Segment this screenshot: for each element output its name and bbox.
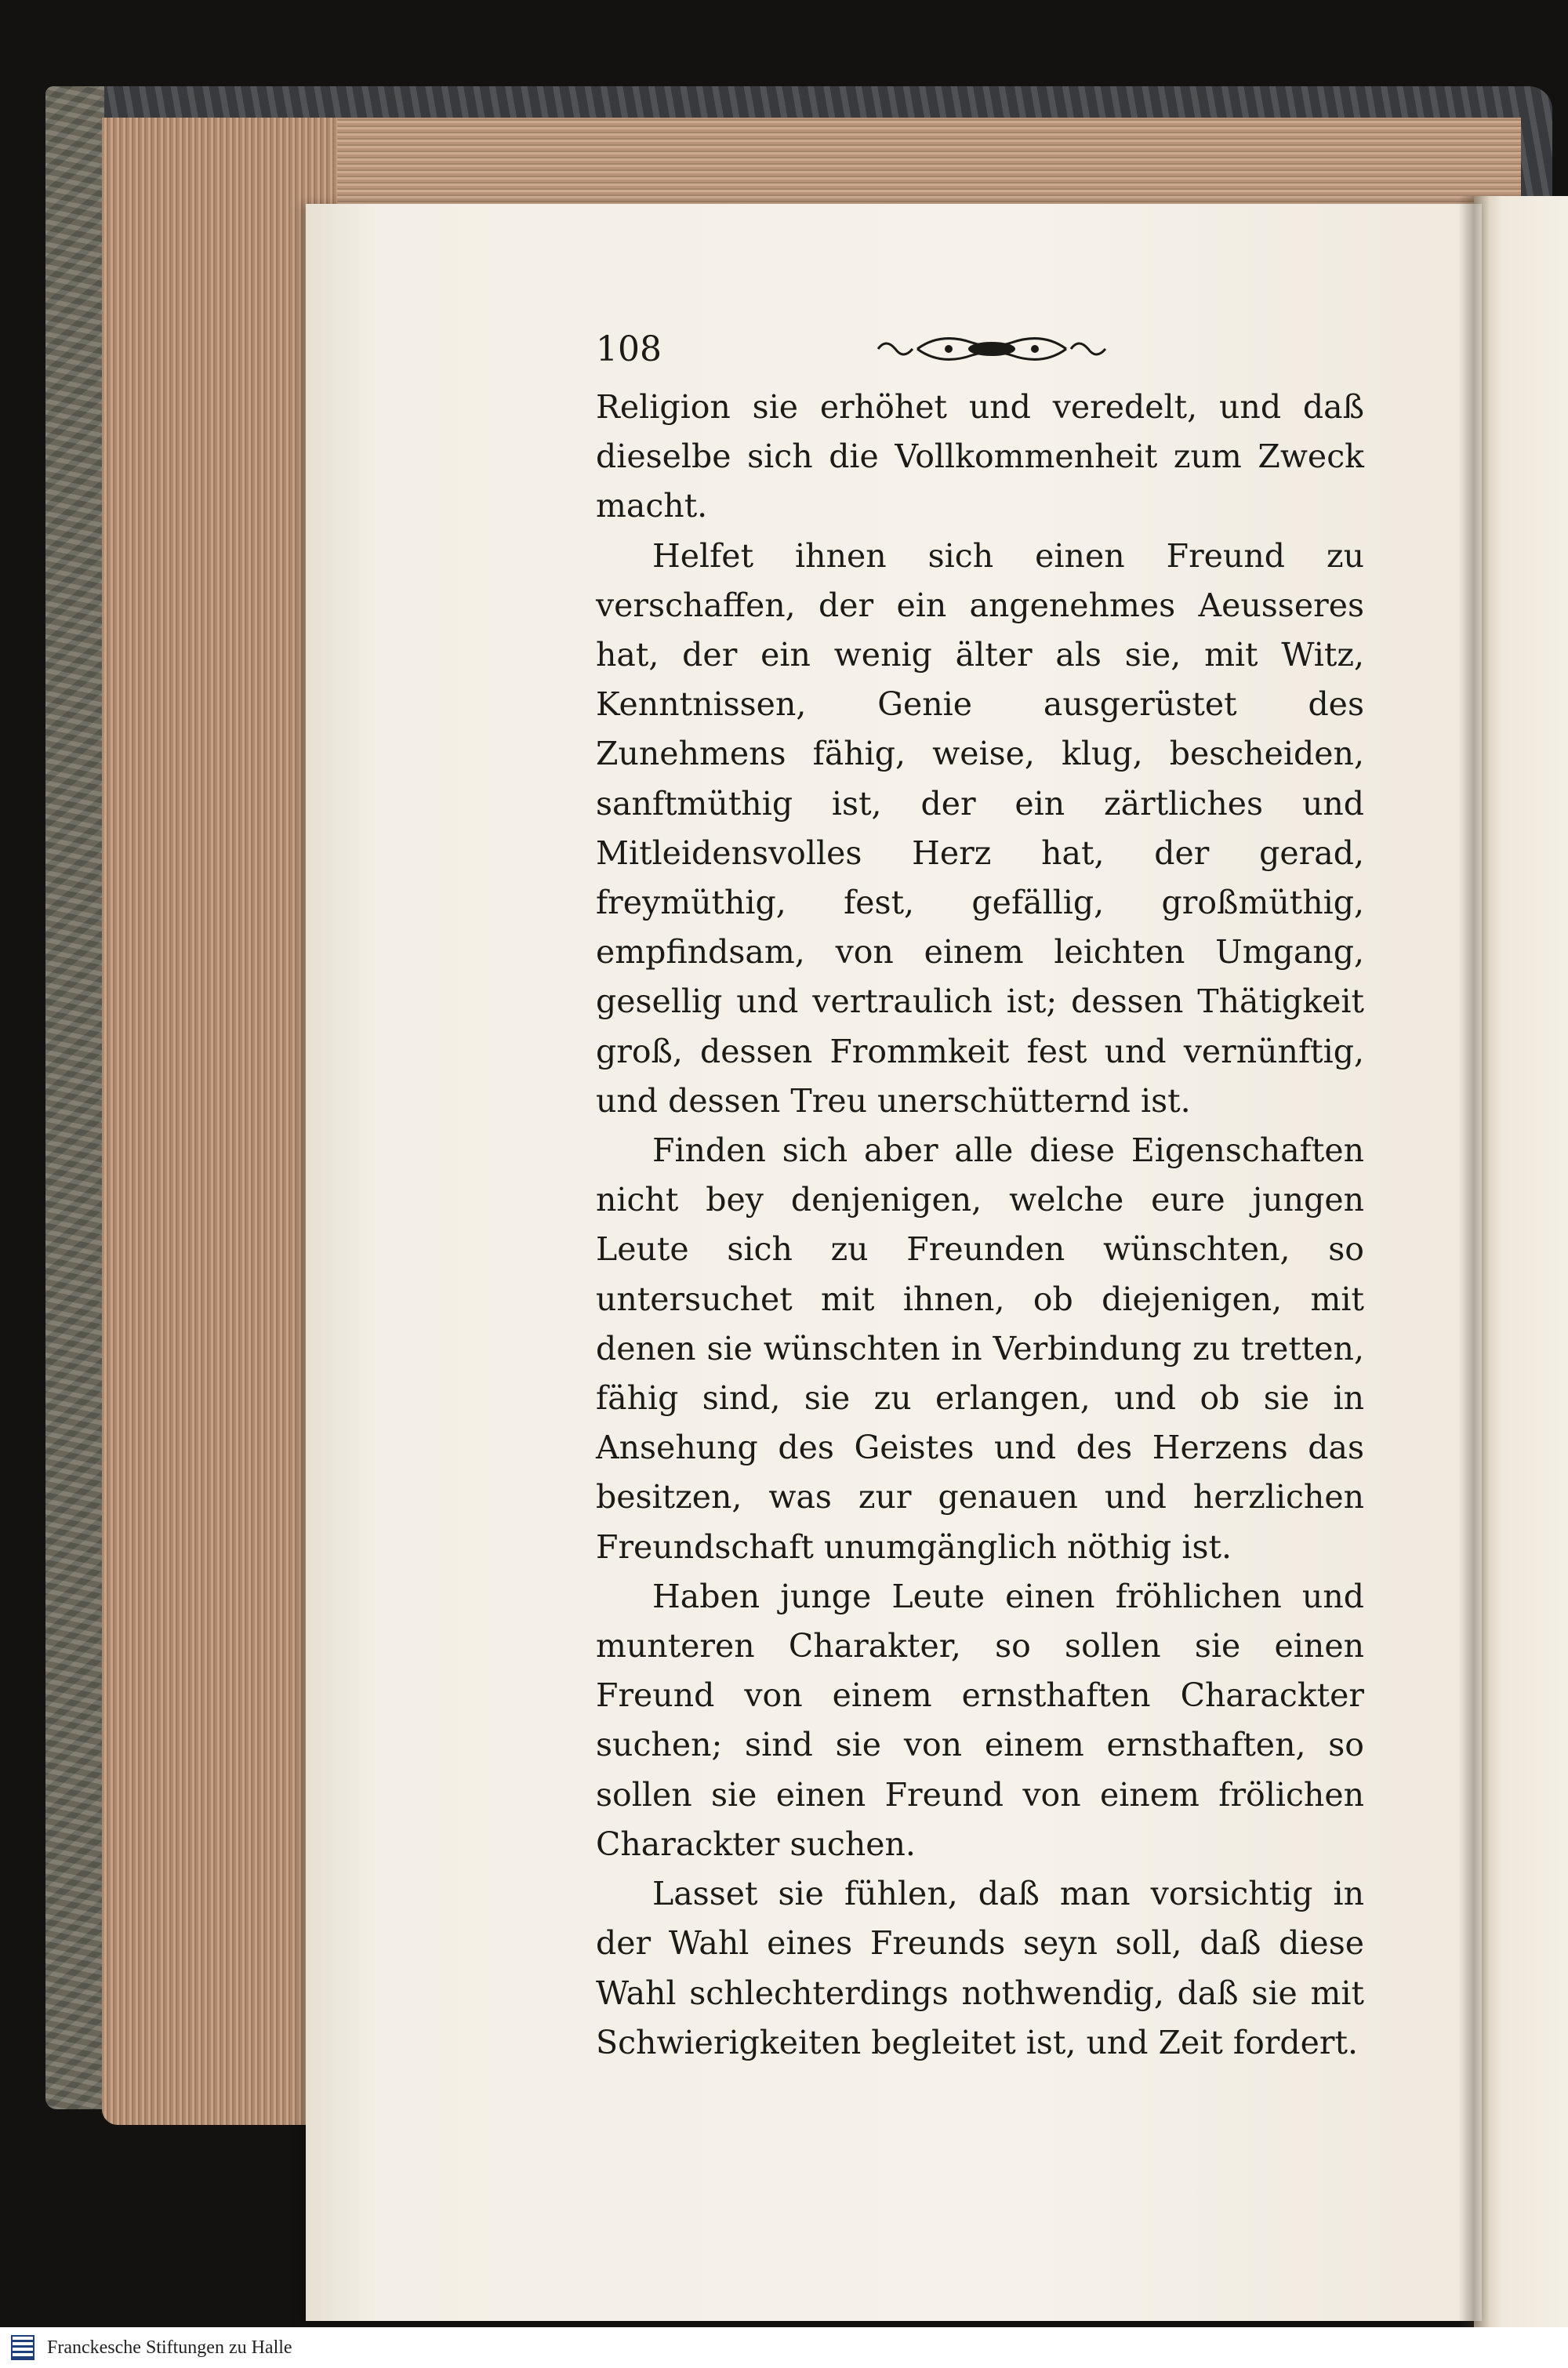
- book-cover-edge: [45, 86, 104, 2109]
- page-block-fore-edge: [102, 118, 337, 2125]
- footer-label: Franckesche Stiftungen zu Halle: [47, 2337, 292, 2358]
- header-ornament-icon: [870, 331, 1113, 367]
- paragraph: Haben junge Leute einen fröhlichen und munteren Charakter, so sollen sie einen Freund von einem ernsthaften Charackter suchen; sind sie von einem ernsthaften, so sollen sie einen Freund von einem frölichen Charackter suchen.: [596, 1577, 1364, 1863]
- institution-logo-icon: [11, 2335, 34, 2360]
- page-body-text: [596, 383, 1364, 2068]
- page-header: [596, 329, 1380, 376]
- paragraph: Religion sie erhöhet und veredelt, und daß dieselbe sich die Vollkommenheit zum Zweck macht.: [596, 388, 1364, 525]
- page-number: 108: [596, 329, 662, 369]
- paragraph: Lasset sie fühlen, daß man vorsichtig in der Wahl eines Freunds seyn soll, daß diese Wahl schlechterdings nothwendig, daß sie mit Schwierigkeiten begleitet ist, und Zeit fordert.: [596, 1875, 1364, 2061]
- paragraph: Helfet ihnen sich einen Freund zu verschaffen, der ein angenehmes Aeusseres hat, der ein wenig älter als sie, mit Witz, Kenntnissen, Genie ausgerüstet des Zunehmens fähig, weise, klug, bescheiden, sanftmüthig ist, der ein zärtliches und Mitleidensvolles Herz hat, der gerad, freymüthig, fest, gefällig, großmüthig, empfindsam, von einem leichten Umgang, gesellig und vertraulich ist; dessen Thätigkeit groß, dessen Frommkeit fest und vernünftig, und dessen Treu unerschütternd ist.: [596, 536, 1364, 1120]
- footer-bar: [0, 2327, 1568, 2368]
- book-gutter: [1458, 196, 1490, 2329]
- paragraph: Finden sich aber alle diese Eigenschaften nicht bey denjenigen, welche eure jungen Leute sich zu Freunden wünschten, so untersuchet mit ihnen, ob diejenigen, mit denen sie wünschten in Verbindung zu tretten, fähig sind, sie zu erlangen, und ob sie in Ansehung des Geistes und des Herzens das besitzen, was zur genauen und herzlichen Freundschaft unumgänglich nöthig ist.: [596, 1131, 1364, 1566]
